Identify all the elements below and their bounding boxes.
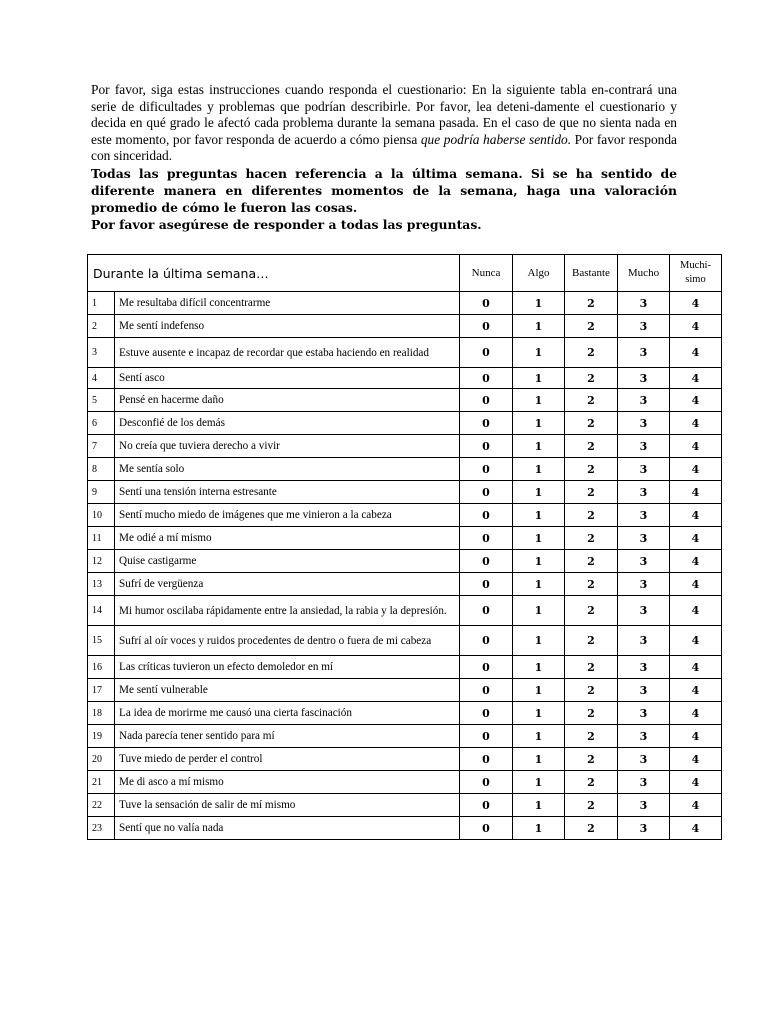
item-text: Sufrí de vergüenza (115, 573, 460, 596)
rating-option-1[interactable]: 1 (513, 527, 565, 550)
rating-option-3[interactable]: 3 (618, 748, 670, 771)
rating-option-3[interactable]: 3 (618, 573, 670, 596)
rating-option-2[interactable]: 2 (565, 596, 618, 626)
rating-option-3[interactable]: 3 (618, 550, 670, 573)
rating-option-1[interactable]: 1 (513, 550, 565, 573)
item-number: 22 (88, 794, 115, 817)
rating-option-4[interactable]: 4 (670, 550, 722, 573)
rating-option-0[interactable]: 0 (460, 794, 513, 817)
rating-option-2[interactable]: 2 (565, 656, 618, 679)
rating-option-1[interactable]: 1 (513, 481, 565, 504)
item-number: 19 (88, 725, 115, 748)
item-number: 21 (88, 771, 115, 794)
rating-option-2[interactable]: 2 (565, 771, 618, 794)
rating-option-2[interactable]: 2 (565, 481, 618, 504)
rating-option-1[interactable]: 1 (513, 771, 565, 794)
item-text: Estuve ausente e incapaz de recordar que estaba haciendo en realidad (115, 338, 460, 368)
table-row (88, 481, 722, 504)
rating-option-1[interactable]: 1 (513, 504, 565, 527)
table-row (88, 656, 722, 679)
rating-option-1[interactable]: 1 (513, 368, 565, 389)
rating-option-1[interactable]: 1 (513, 817, 565, 840)
rating-option-3[interactable]: 3 (618, 626, 670, 656)
item-text: Sentí que no valía nada (115, 817, 460, 840)
rating-option-1[interactable]: 1 (513, 315, 565, 338)
item-number: 18 (88, 702, 115, 725)
table-row (88, 458, 722, 481)
item-text: Me di asco a mí mismo (115, 771, 460, 794)
rating-option-3[interactable]: 3 (618, 527, 670, 550)
rating-option-2[interactable]: 2 (565, 504, 618, 527)
last-week-note: Todas las preguntas hacen referencia a la última semana. Si se ha sentido de diferente manera en diferentes momentos de la semana, haga una valoración promedio de cómo le fueron las cosas. (91, 165, 677, 215)
item-number: 10 (88, 504, 115, 527)
rating-option-4[interactable]: 4 (670, 412, 722, 435)
rating-option-2[interactable]: 2 (565, 817, 618, 840)
rating-option-2[interactable]: 2 (565, 702, 618, 725)
table-row (88, 771, 722, 794)
rating-option-0[interactable]: 0 (460, 817, 513, 840)
rating-option-4[interactable]: 4 (670, 656, 722, 679)
item-number: 15 (88, 626, 115, 656)
rating-option-2[interactable]: 2 (565, 458, 618, 481)
table-row (88, 794, 722, 817)
item-text: Desconfié de los demás (115, 412, 460, 435)
item-text: Las críticas tuvieron un efecto demoledor en mí (115, 656, 460, 679)
rating-option-3[interactable]: 3 (618, 596, 670, 626)
rating-option-4[interactable]: 4 (670, 338, 722, 368)
item-number: 13 (88, 573, 115, 596)
rating-option-0[interactable]: 0 (460, 771, 513, 794)
column-header-muchisimo-label: Muchí- simo (680, 260, 711, 285)
rating-option-0[interactable]: 0 (460, 368, 513, 389)
rating-option-4[interactable]: 4 (670, 794, 722, 817)
rating-option-0[interactable]: 0 (460, 702, 513, 725)
item-text: Pensé en hacerme daño (115, 389, 460, 412)
rating-option-0[interactable]: 0 (460, 679, 513, 702)
rating-option-2[interactable]: 2 (565, 794, 618, 817)
rating-option-1[interactable]: 1 (513, 596, 565, 626)
table-row (88, 679, 722, 702)
rating-option-3[interactable]: 3 (618, 338, 670, 368)
rating-option-1[interactable]: 1 (513, 626, 565, 656)
item-number: 3 (88, 338, 115, 368)
table-row (88, 338, 722, 368)
rating-option-0[interactable]: 0 (460, 550, 513, 573)
table-row (88, 725, 722, 748)
rating-option-3[interactable]: 3 (618, 702, 670, 725)
table-row (88, 435, 722, 458)
item-text: Sentí mucho miedo de imágenes que me vinieron a la cabeza (115, 504, 460, 527)
instructions-text: Por favor, siga estas instrucciones cuando responda el cuestionario: En la siguiente tabla en-contrará una serie de dificultades y problemas que podrían describirle. Por favor, lea deteni-damente el cuestionario y decida en qué grado le afectó cada problema durante la semana pasada. En el caso de que no sienta nada en este momento, por favor responda de acuerdo a cómo piensa (91, 82, 677, 147)
item-text: Me sentía solo (115, 458, 460, 481)
instructions-block (91, 82, 677, 233)
rating-option-4[interactable]: 4 (670, 596, 722, 626)
item-text: Sentí asco (115, 368, 460, 389)
item-number: 12 (88, 550, 115, 573)
rating-option-4[interactable]: 4 (670, 725, 722, 748)
rating-option-3[interactable]: 3 (618, 679, 670, 702)
rating-option-1[interactable]: 1 (513, 292, 565, 315)
item-text: Sufrí al oír voces y ruidos procedentes de dentro o fuera de mi cabeza (115, 626, 460, 656)
item-number: 14 (88, 596, 115, 626)
rating-option-3[interactable]: 3 (618, 389, 670, 412)
rating-option-4[interactable]: 4 (670, 435, 722, 458)
rating-option-2[interactable]: 2 (565, 412, 618, 435)
table-row (88, 315, 722, 338)
rating-option-0[interactable]: 0 (460, 656, 513, 679)
item-text: Sentí una tensión interna estresante (115, 481, 460, 504)
instructions-italic-text: que podría haberse sentido. (420, 131, 572, 147)
table-row (88, 626, 722, 656)
rating-option-2[interactable]: 2 (565, 626, 618, 656)
table-row (88, 573, 722, 596)
column-header-mucho: Mucho (618, 255, 670, 292)
item-number: 23 (88, 817, 115, 840)
rating-option-3[interactable]: 3 (618, 504, 670, 527)
item-number: 9 (88, 481, 115, 504)
rating-option-4[interactable]: 4 (670, 679, 722, 702)
table-row (88, 527, 722, 550)
item-text: Me sentí vulnerable (115, 679, 460, 702)
rating-option-3[interactable]: 3 (618, 292, 670, 315)
rating-option-4[interactable]: 4 (670, 292, 722, 315)
rating-option-0[interactable]: 0 (460, 596, 513, 626)
rating-option-4[interactable]: 4 (670, 458, 722, 481)
column-header-nunca: Nunca (460, 255, 513, 292)
rating-option-2[interactable]: 2 (565, 292, 618, 315)
rating-option-4[interactable]: 4 (670, 504, 722, 527)
rating-option-0[interactable]: 0 (460, 458, 513, 481)
rating-option-0[interactable]: 0 (460, 527, 513, 550)
item-number: 8 (88, 458, 115, 481)
column-header-bastante: Bastante (565, 255, 618, 292)
rating-option-2[interactable]: 2 (565, 368, 618, 389)
rating-option-2[interactable]: 2 (565, 748, 618, 771)
item-text: Me resultaba difícil concentrarme (115, 292, 460, 315)
rating-option-1[interactable]: 1 (513, 702, 565, 725)
item-number: 2 (88, 315, 115, 338)
item-text: La idea de morirme me causó una cierta fascinación (115, 702, 460, 725)
rating-option-0[interactable]: 0 (460, 481, 513, 504)
table-row (88, 817, 722, 840)
rating-option-0[interactable]: 0 (460, 725, 513, 748)
rating-option-3[interactable]: 3 (618, 794, 670, 817)
table-row (88, 702, 722, 725)
rating-option-3[interactable]: 3 (618, 458, 670, 481)
item-number: 7 (88, 435, 115, 458)
rating-option-4[interactable]: 4 (670, 748, 722, 771)
rating-option-3[interactable]: 3 (618, 481, 670, 504)
instructions-paragraph (91, 82, 677, 165)
item-number: 17 (88, 679, 115, 702)
rating-option-1[interactable]: 1 (513, 794, 565, 817)
table-row (88, 368, 722, 389)
table-row (88, 389, 722, 412)
rating-option-3[interactable]: 3 (618, 315, 670, 338)
rating-option-0[interactable]: 0 (460, 292, 513, 315)
item-text: Nada parecía tener sentido para mí (115, 725, 460, 748)
rating-option-1[interactable]: 1 (513, 338, 565, 368)
column-header-muchisimo (670, 255, 722, 292)
rating-option-4[interactable]: 4 (670, 527, 722, 550)
rating-option-3[interactable]: 3 (618, 435, 670, 458)
rating-option-4[interactable]: 4 (670, 368, 722, 389)
rating-option-0[interactable]: 0 (460, 315, 513, 338)
rating-option-3[interactable]: 3 (618, 412, 670, 435)
table-header-row (88, 255, 722, 292)
rating-option-2[interactable]: 2 (565, 315, 618, 338)
rating-option-3[interactable]: 3 (618, 771, 670, 794)
rating-option-3[interactable]: 3 (618, 725, 670, 748)
rating-option-1[interactable]: 1 (513, 748, 565, 771)
rating-option-0[interactable]: 0 (460, 626, 513, 656)
rating-option-0[interactable]: 0 (460, 573, 513, 596)
rating-option-2[interactable]: 2 (565, 550, 618, 573)
rating-option-3[interactable]: 3 (618, 368, 670, 389)
rating-option-1[interactable]: 1 (513, 412, 565, 435)
answer-all-note: Por favor asegúrese de responder a todas las preguntas. (91, 216, 482, 232)
rating-option-2[interactable]: 2 (565, 527, 618, 550)
rating-option-4[interactable]: 4 (670, 817, 722, 840)
item-text: Me odié a mí mismo (115, 527, 460, 550)
rating-option-2[interactable]: 2 (565, 573, 618, 596)
item-text: Tuve la sensación de salir de mí mismo (115, 794, 460, 817)
rating-option-0[interactable]: 0 (460, 389, 513, 412)
rating-option-2[interactable]: 2 (565, 725, 618, 748)
rating-option-4[interactable]: 4 (670, 389, 722, 412)
rating-option-1[interactable]: 1 (513, 458, 565, 481)
rating-option-2[interactable]: 2 (565, 679, 618, 702)
table-row (88, 748, 722, 771)
table-row (88, 412, 722, 435)
table-body (88, 292, 722, 840)
item-text: Quise castigarme (115, 550, 460, 573)
rating-option-0[interactable]: 0 (460, 504, 513, 527)
rating-option-4[interactable]: 4 (670, 573, 722, 596)
table-row (88, 504, 722, 527)
rating-option-1[interactable]: 1 (513, 725, 565, 748)
rating-option-0[interactable]: 0 (460, 435, 513, 458)
table-row (88, 550, 722, 573)
rating-option-4[interactable]: 4 (670, 626, 722, 656)
instructions-end-text: Por favor responda con sinceridad. (91, 131, 677, 164)
rating-option-1[interactable]: 1 (513, 389, 565, 412)
rating-option-2[interactable]: 2 (565, 338, 618, 368)
rating-option-2[interactable]: 2 (565, 389, 618, 412)
rating-option-3[interactable]: 3 (618, 656, 670, 679)
rating-option-4[interactable]: 4 (670, 771, 722, 794)
table-header-title: Durante la última semana… (88, 255, 460, 292)
item-number: 5 (88, 389, 115, 412)
rating-option-0[interactable]: 0 (460, 338, 513, 368)
item-number: 4 (88, 368, 115, 389)
item-number: 11 (88, 527, 115, 550)
item-number: 16 (88, 656, 115, 679)
item-text: Mi humor oscilaba rápidamente entre la ansiedad, la rabia y la depresión. (115, 596, 460, 626)
rating-option-1[interactable]: 1 (513, 573, 565, 596)
rating-option-0[interactable]: 0 (460, 748, 513, 771)
rating-option-4[interactable]: 4 (670, 481, 722, 504)
rating-option-4[interactable]: 4 (670, 315, 722, 338)
rating-option-3[interactable]: 3 (618, 817, 670, 840)
rating-option-2[interactable]: 2 (565, 435, 618, 458)
rating-option-4[interactable]: 4 (670, 702, 722, 725)
rating-option-1[interactable]: 1 (513, 656, 565, 679)
item-number: 20 (88, 748, 115, 771)
rating-option-1[interactable]: 1 (513, 679, 565, 702)
table-row (88, 292, 722, 315)
item-text: Tuve miedo de perder el control (115, 748, 460, 771)
questionnaire-table (87, 254, 722, 840)
column-header-algo: Algo (513, 255, 565, 292)
item-number: 1 (88, 292, 115, 315)
item-text: No creía que tuviera derecho a vivir (115, 435, 460, 458)
item-number: 6 (88, 412, 115, 435)
table-row (88, 596, 722, 626)
rating-option-1[interactable]: 1 (513, 435, 565, 458)
item-text: Me sentí indefenso (115, 315, 460, 338)
rating-option-0[interactable]: 0 (460, 412, 513, 435)
